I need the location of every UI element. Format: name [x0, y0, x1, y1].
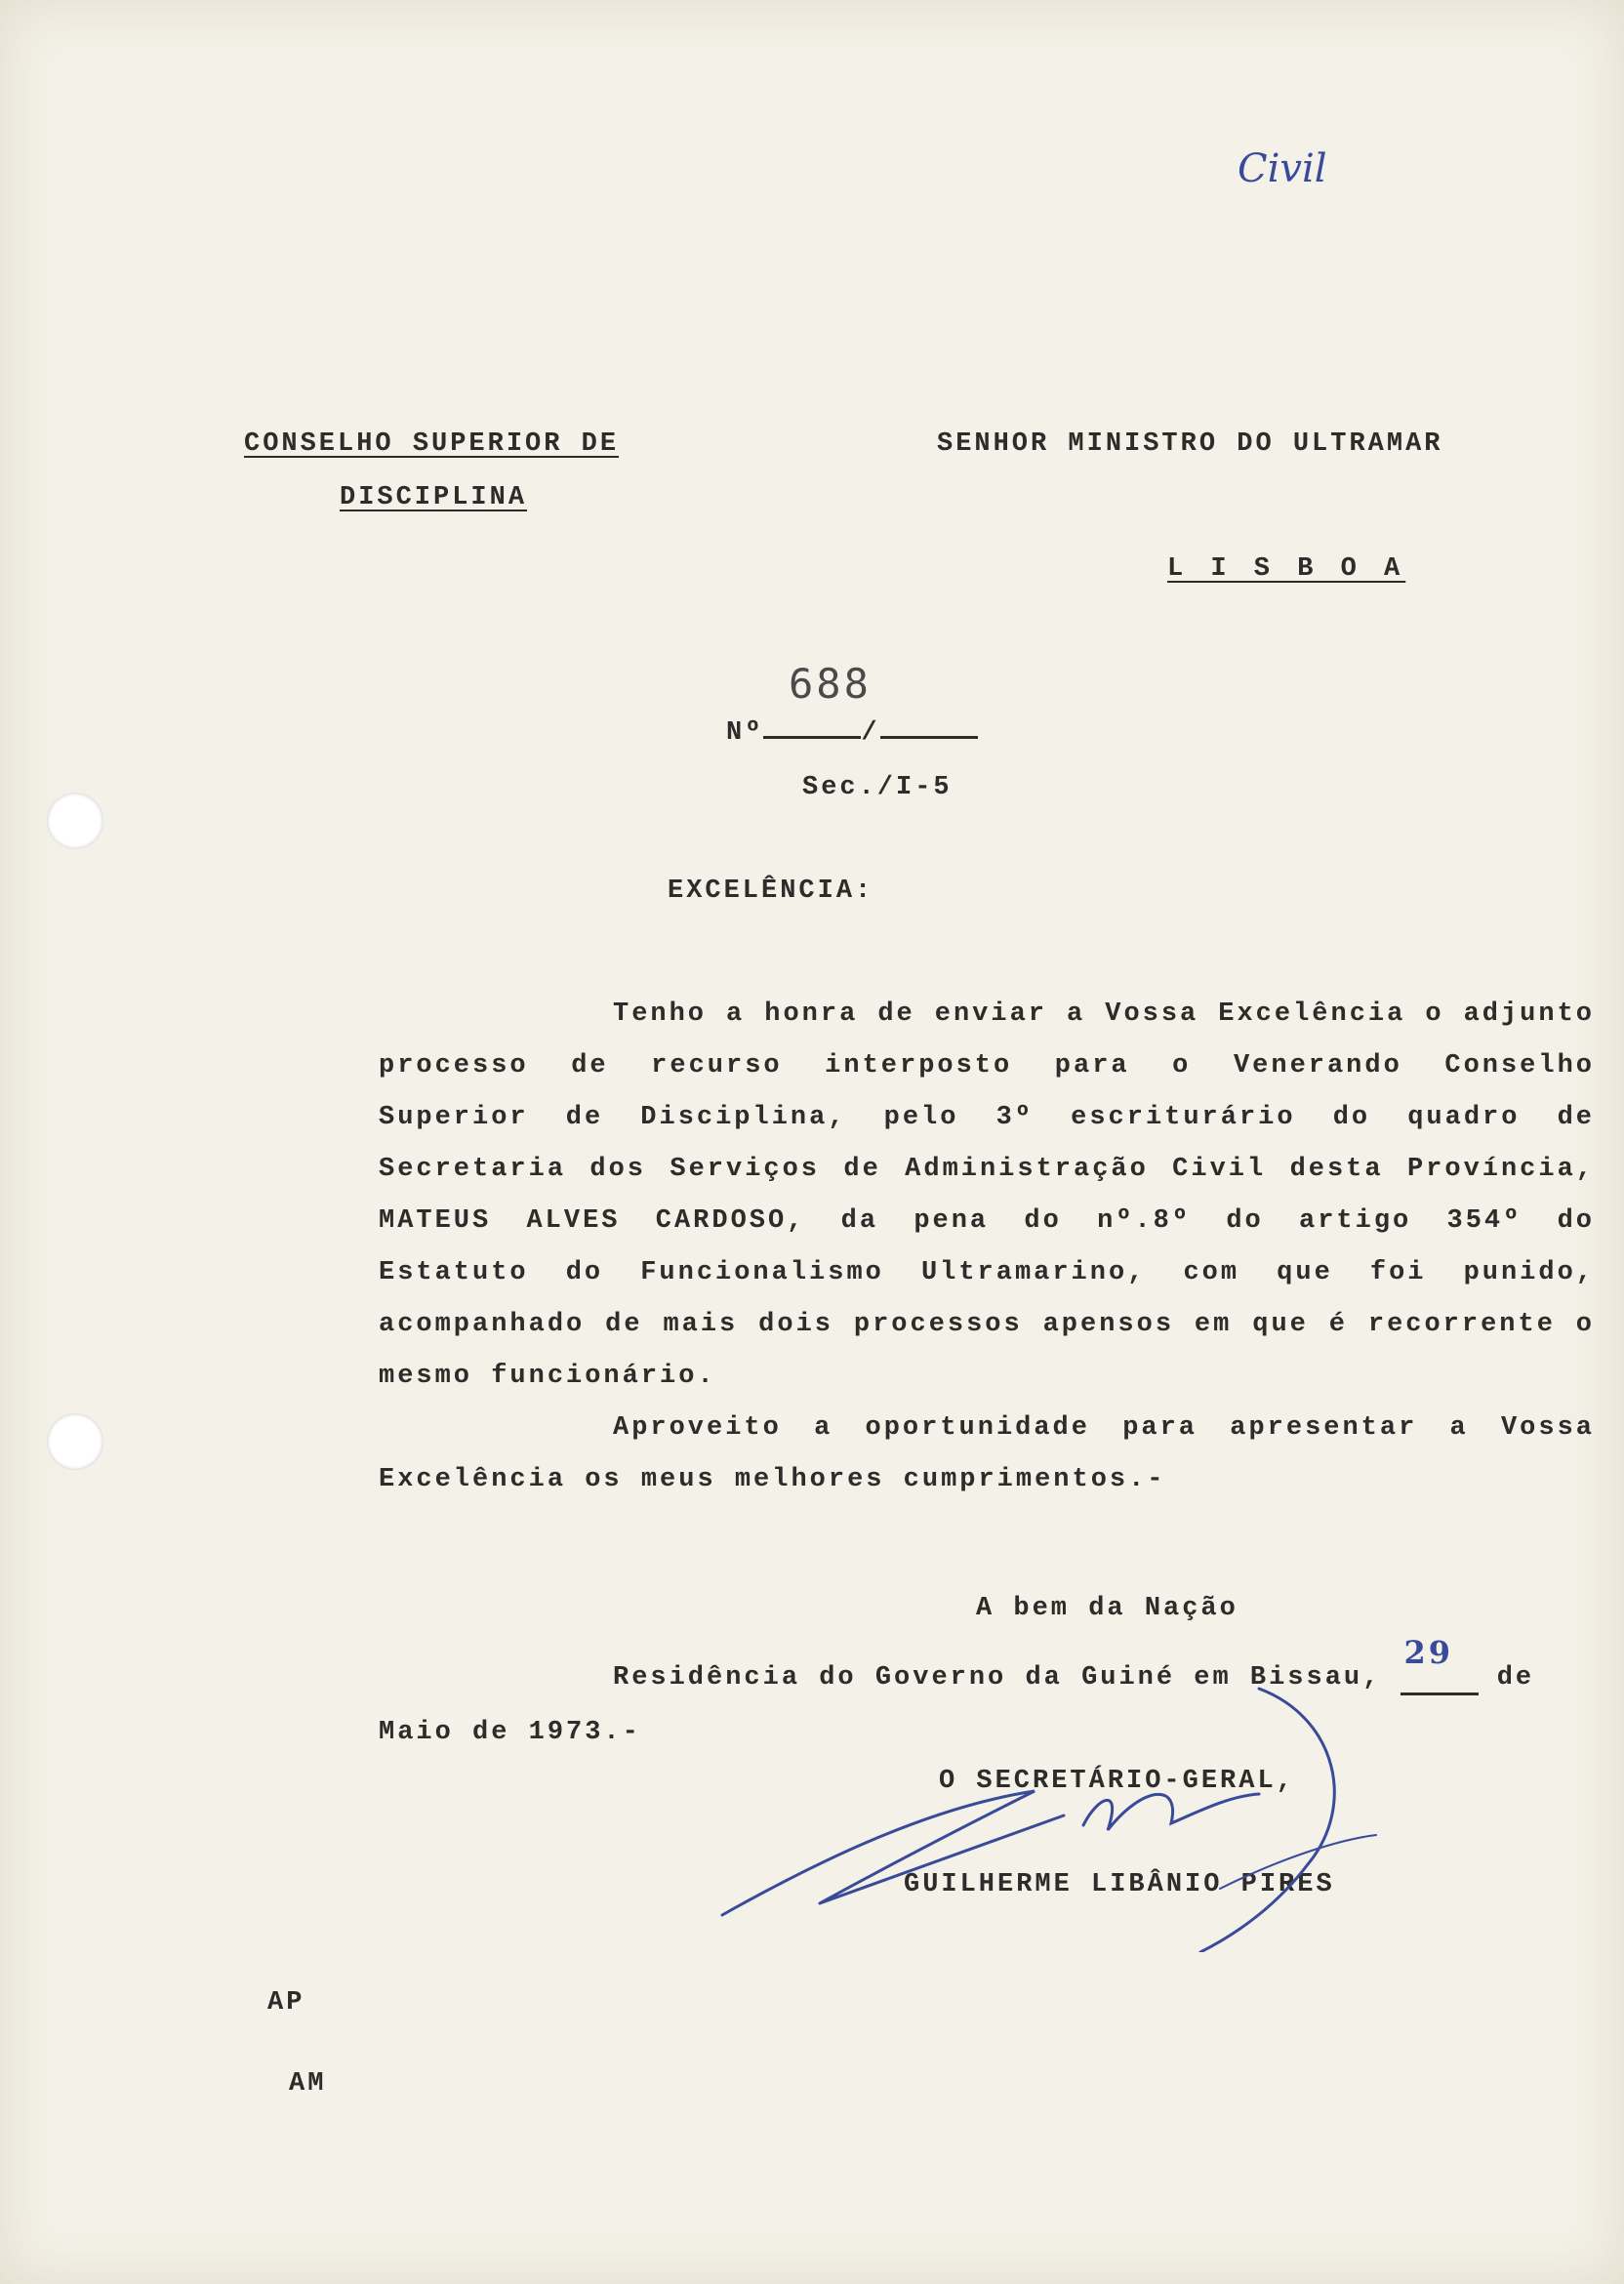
- initials-ap: AP: [267, 1988, 305, 2018]
- sender-line-1: CONSELHO SUPERIOR DE: [244, 429, 620, 459]
- signer-title: O SECRETÁRIO-GERAL,: [939, 1767, 1295, 1796]
- reference-separator: /: [861, 718, 880, 748]
- recipient-city: L I S B O A: [1167, 554, 1406, 584]
- handwritten-signature: [712, 1659, 1396, 1952]
- signer-name: GUILHERME LIBÂNIO PIRES: [904, 1870, 1335, 1899]
- reference-label: Nº: [726, 718, 764, 748]
- closing-motto: A bem da Nação: [976, 1594, 1238, 1623]
- punch-hole-top: [47, 793, 103, 849]
- handwritten-note: Civil: [1238, 146, 1327, 191]
- month-year: Maio de 1973.-: [379, 1718, 641, 1747]
- reference-blank-1: [763, 736, 861, 739]
- body-paragraph-1: Tenho a honra de enviar a Vossa Excelência o adjunto processo de recurso interposto para o Venerando Conselho Superior de Disciplina, pelo 3º escriturário do quadro de Secretaria dos Serviços de Administração Civil desta Província, MATEUS ALVES CARDOSO, da pena do nº.8º do artigo 354º do Estatuto do Funcionalismo Ultramarino, com que foi punido, acompanhado de mais dois processos apensos em que é recorrente o mesmo funcionário.: [379, 999, 1595, 1391]
- reference-blank-2: [880, 736, 978, 739]
- body-paragraph-2: Aproveito a oportunidade para apresentar a Vossa Excelência os meus melhores cumprimentos.-: [379, 1413, 1595, 1494]
- handwritten-day: 29: [1403, 1634, 1454, 1671]
- reference-number-line: [726, 718, 978, 748]
- salutation: EXCELÊNCIA:: [668, 877, 874, 906]
- initials-am: AM: [289, 2069, 327, 2099]
- place-date-prefix: Residência do Governo da Guiné em Bissau,: [613, 1663, 1382, 1693]
- letter-body: [379, 989, 1595, 1506]
- reference-section: Sec./I-5: [802, 773, 953, 802]
- reference-number-handwritten: 688: [789, 660, 872, 708]
- recipient-title: SENHOR MINISTRO DO ULTRAMAR: [937, 429, 1443, 459]
- sender-line-2: DISCIPLINA: [340, 483, 528, 512]
- day-blank: [1401, 1634, 1479, 1695]
- punch-hole-bottom: [47, 1413, 103, 1470]
- place-date-suffix: de: [1496, 1663, 1535, 1693]
